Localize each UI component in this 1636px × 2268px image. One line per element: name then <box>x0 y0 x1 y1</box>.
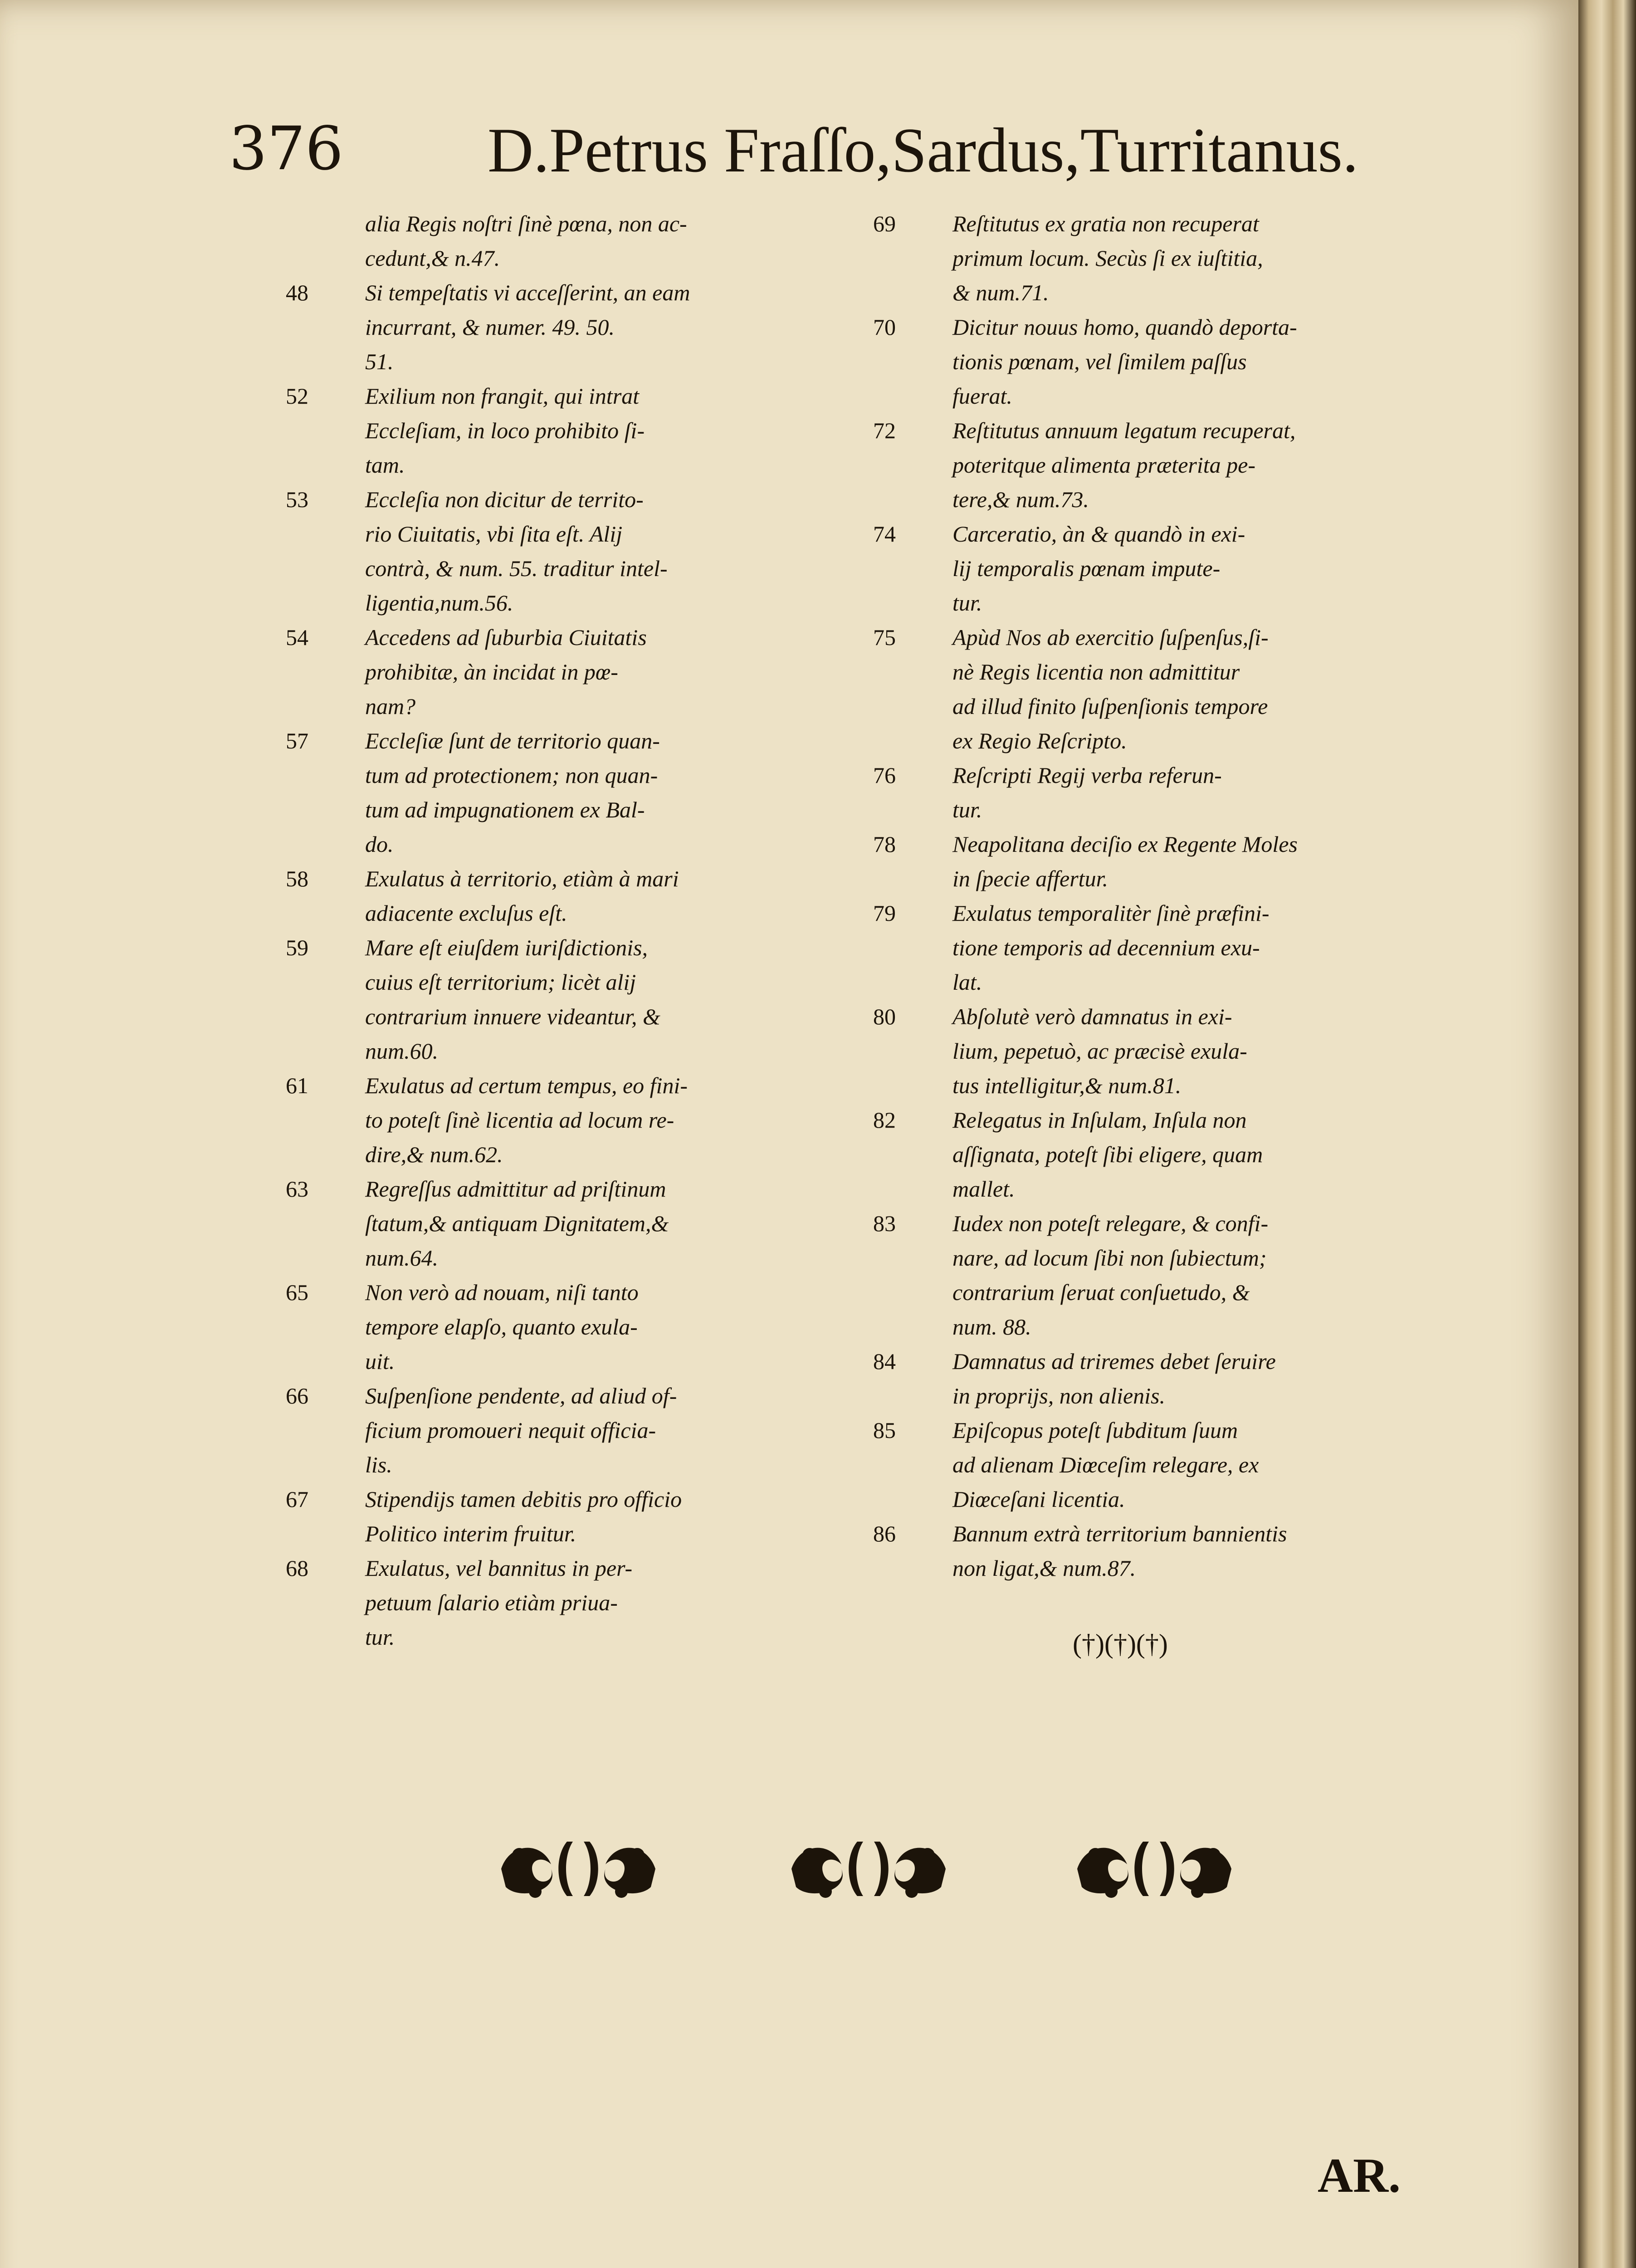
entry-number: 54 <box>286 625 308 650</box>
entry-text: Stipendijs tamen debitis pro officio Politico interim fruitur. <box>365 1486 682 1546</box>
summary-entry <box>268 930 835 1068</box>
entry-text: Reſtitutus ex gratia non recuperat primum locum. Secùs ſi ex iuſtitia, & num.71. <box>952 211 1263 305</box>
entry-text: Neapolitana deciſio ex Regente Moles in ſpecie affertur. <box>952 831 1298 891</box>
summary-entry <box>268 206 835 275</box>
summary-entry <box>855 1344 1422 1413</box>
catchword: AR. <box>1318 2149 1401 2203</box>
entry-number: 85 <box>873 1418 896 1443</box>
entry-number: 70 <box>873 314 896 340</box>
ornament-row <box>492 1823 1245 1914</box>
summary-entry <box>268 275 835 379</box>
entry-number: 66 <box>286 1383 308 1408</box>
summary-entry <box>855 413 1422 517</box>
running-title: D.Petrus Fraſſo,Sardus,Turritanus. <box>488 115 1358 186</box>
summary-entry <box>855 1103 1422 1206</box>
entry-number: 48 <box>286 280 308 305</box>
entry-text: Exulatus, vel bannitus in per- petuum ſalario etiàm priua- tur. <box>365 1555 633 1650</box>
summary-entry <box>855 1206 1422 1344</box>
entry-text: Regreſſus admittitur ad priſtinum ſtatum,& antiquam Dignitatem,& num.64. <box>365 1176 669 1271</box>
entry-text: Si tempeſtatis vi acceſſerint, an eam incurrant, & numer. 49. 50. 51. <box>365 280 690 374</box>
entry-text: Abſolutè verò damnatus in exi- lium, pepetuò, ac præcisè exula- tus intelligitur,& num.81. <box>952 1004 1247 1098</box>
entry-number: 75 <box>873 625 896 650</box>
entry-number: 52 <box>286 383 308 409</box>
entry-text: Reſcripti Regij verba referun- tur. <box>952 763 1222 822</box>
entry-text: Reſtitutus annuum legatum recuperat, poteritque alimenta præterita pe- tere,& num.73. <box>952 418 1296 512</box>
entry-number: 86 <box>873 1521 896 1546</box>
summary-entry <box>855 620 1422 758</box>
entry-number: 80 <box>873 1004 896 1029</box>
entry-number: 69 <box>873 211 896 236</box>
fleuron-ornament-icon <box>492 1823 664 1914</box>
entry-text: Epiſcopus poteſt ſubditum ſuum ad alienam Diœceſim relegare, ex Diœceſani licentia. <box>952 1418 1259 1512</box>
summary-entry <box>268 861 835 930</box>
entry-text: Bannum extrà territorium bannientis non ligat,& num.87. <box>952 1521 1287 1581</box>
summary-entry <box>268 482 835 620</box>
summary-entry <box>268 1378 835 1482</box>
entry-number: 68 <box>286 1555 308 1581</box>
entry-text: Dicitur nouus homo, quandò deporta- tionis pœnam, vel ſimilem paſſus fuerat. <box>952 314 1297 409</box>
entry-number: 58 <box>286 866 308 891</box>
entry-text: Eccleſia non dicitur de territo- rio Ciuitatis, vbi ſita eſt. Alij contrà, & num. 55. traditur intel- ligentia,num.56. <box>365 487 668 616</box>
page-number: 376 <box>229 114 343 184</box>
summary-entry <box>855 517 1422 620</box>
entry-number: 76 <box>873 763 896 788</box>
summary-entry <box>268 1482 835 1551</box>
entry-number: 79 <box>873 900 896 926</box>
summary-entry <box>268 723 835 861</box>
entry-text: Damnatus ad triremes debet ſeruire in proprijs, non alienis. <box>952 1349 1276 1408</box>
entry-number: 74 <box>873 521 896 547</box>
entry-text: Suſpenſione pendente, ad aliud of- ficium promoueri nequit officia- lis. <box>365 1383 677 1477</box>
summary-entry <box>268 1068 835 1172</box>
entry-text: Exulatus à territorio, etiàm à mari adiacente excluſus eſt. <box>365 866 679 926</box>
summary-entry <box>268 1275 835 1378</box>
entry-text: Non verò ad nouam, niſi tanto tempore elapſo, quanto exula- uit. <box>365 1280 639 1374</box>
entry-number: 59 <box>286 935 308 960</box>
entry-number: 72 <box>873 418 896 443</box>
summary-column-right <box>855 206 1422 1585</box>
entry-text: Apùd Nos ab exercitio ſuſpenſus,ſi- nè Regis licentia non admittitur ad illud finito ſuſpenſionis tempore ex Regio Reſcripto. <box>952 625 1269 753</box>
summary-entry <box>855 1413 1422 1516</box>
summary-entry <box>268 1551 835 1654</box>
entry-text: Iudex non poteſt relegare, & confi- nare, ad locum ſibi non ſubiectum; contrarium ſeruat conſuetudo, & num. 88. <box>952 1211 1269 1339</box>
summary-entry <box>268 1172 835 1275</box>
entry-text: Exulatus ad certum tempus, eo fini- to poteſt ſinè licentia ad locum re- dire,& num.62. <box>365 1073 688 1167</box>
entry-number: 65 <box>286 1280 308 1305</box>
summary-column-left <box>268 206 835 1654</box>
fleuron-ornament-icon <box>1068 1823 1240 1914</box>
summary-entry <box>855 1516 1422 1585</box>
entry-text: Carceratio, àn & quandò in exi- lij temporalis pœnam impute- tur. <box>952 521 1245 616</box>
summary-entry <box>855 758 1422 827</box>
entry-number: 57 <box>286 728 308 753</box>
summary-entry <box>268 620 835 723</box>
entry-number: 67 <box>286 1486 308 1512</box>
entry-number <box>268 206 365 275</box>
summary-entry <box>855 206 1422 310</box>
entry-text: Mare eſt eiuſdem iuriſdictionis, cuius eſt territorium; licèt alij contrarium innuere videantur, & num.60. <box>365 935 660 1064</box>
entry-number: 61 <box>286 1073 308 1098</box>
entry-text: Eccleſiæ ſunt de territorio quan- tum ad protectionem; non quan- tum ad impugnationem ex Bal- do. <box>365 728 660 857</box>
entry-text: Relegatus in Inſulam, Inſula non aſſignata, poteſt ſibi eligere, quam mallet. <box>952 1107 1263 1202</box>
fleuron-ornament-icon <box>782 1823 955 1914</box>
entry-number: 82 <box>873 1107 896 1133</box>
entry-text: Accedens ad ſuburbia Ciuitatis prohibitæ, àn incidat in pœ- nam? <box>365 625 647 719</box>
entry-number: 53 <box>286 487 308 512</box>
summary-entry <box>855 896 1422 999</box>
summary-entry <box>855 827 1422 896</box>
summary-entry <box>268 379 835 482</box>
page-edge-stack <box>1578 0 1636 2268</box>
entry-number: 63 <box>286 1176 308 1202</box>
entry-number: 83 <box>873 1211 896 1236</box>
entry-number: 78 <box>873 831 896 857</box>
summary-entry <box>855 310 1422 413</box>
entry-number: 84 <box>873 1349 896 1374</box>
summary-entry <box>855 999 1422 1103</box>
entry-text: Exulatus temporalitèr ſinè præfini- tione temporis ad decennium exu- lat. <box>952 900 1270 995</box>
entry-text: alia Regis noſtri ſinè pœna, non ac- cedunt,& n.47. <box>365 211 687 271</box>
end-mark: (†)(†)(†) <box>1073 1629 1168 1659</box>
entry-text: Exilium non frangit, qui intrat Eccleſiam, in loco prohibito ſi- tam. <box>365 383 645 478</box>
